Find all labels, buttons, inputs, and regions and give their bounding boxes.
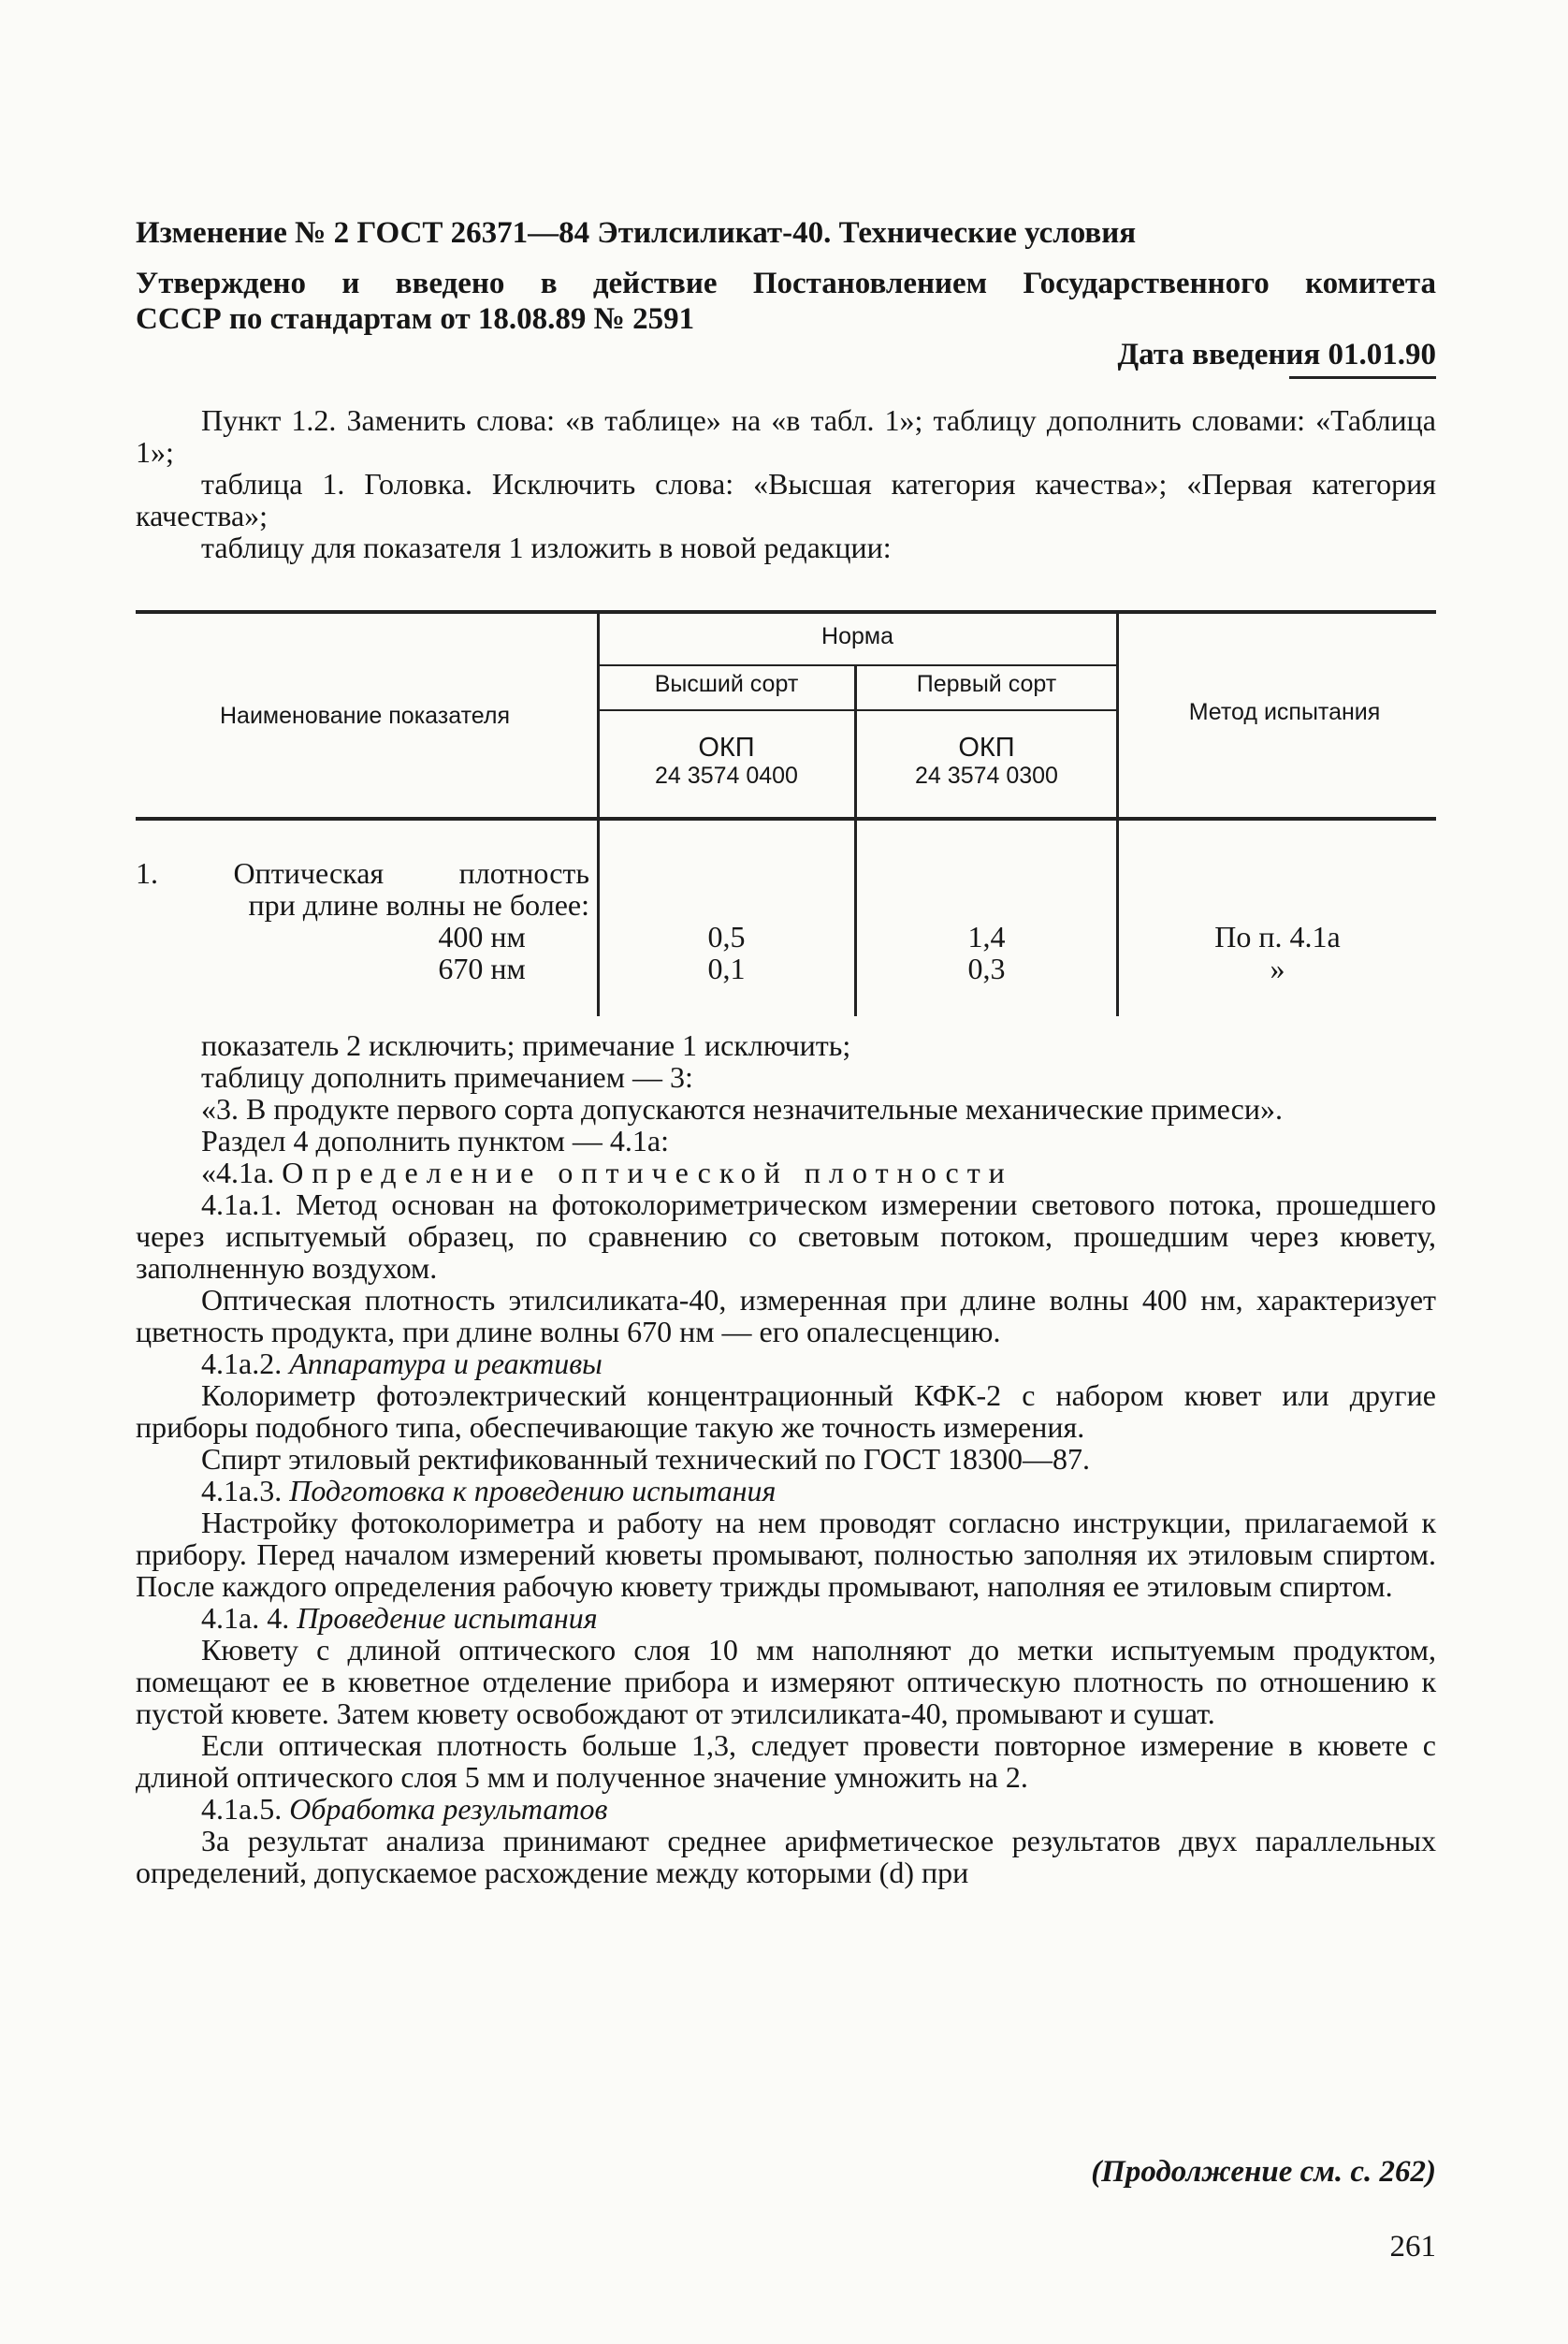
heading-4-1a bbox=[136, 1157, 1436, 1188]
heading-4-1a-5-title: Обработка результатов bbox=[289, 1792, 608, 1826]
heading-4-1a-2-number: 4.1а.2. bbox=[201, 1347, 283, 1380]
table-norm-header: Норма bbox=[821, 623, 893, 649]
approval-line-2: СССР по стандартам от 18.08.89 № 2591 bbox=[136, 302, 695, 336]
paragraph-cuvette: Кювету с длиной оптического слоя 10 мм наполняют до метки испытуемым продуктом, помещают ее в кюветное отделение прибора и измеряют оптическую плотность по отношению к пустой кювете. Затем кювету освобождают от этилсиликата-40, промывают и сушат. bbox=[136, 1633, 1436, 1730]
table-row-name-1: 1. Оптическая плотность bbox=[136, 856, 589, 890]
paragraph-note-3: «3. В продукте первого сорта допускаются незначительные механические примеси». bbox=[201, 1092, 1283, 1126]
paragraph-note-add: таблицу дополнить примечанием — 3: bbox=[201, 1060, 693, 1094]
effective-date bbox=[136, 337, 1436, 372]
heading-4-1a-4 bbox=[136, 1602, 1436, 1634]
heading-4-1a-4-title: Проведение испытания bbox=[297, 1601, 598, 1635]
heading-4-1a-title: Определение оптической плотности bbox=[282, 1156, 1013, 1189]
continuation-note: (Продолжение см. с. 262) bbox=[1091, 2155, 1436, 2189]
table-okp-high bbox=[599, 734, 854, 790]
approval-line-1: Утверждено и введено в действие Постановлением Государственного комитета bbox=[136, 267, 1436, 300]
intro-paragraph-1: Пункт 1.2. Заменить слова: «в таблице» на «в табл. 1»; таблицу дополнить словами: «Таблица 1»; bbox=[136, 403, 1436, 469]
document-title: Изменение № 2 ГОСТ 26371—84 Этилсиликат-40. Технические условия bbox=[136, 216, 1137, 250]
heading-4-1a-5-number: 4.1а.5. bbox=[201, 1792, 283, 1826]
table-top-rule bbox=[136, 610, 1436, 614]
table-norm-rule bbox=[599, 664, 1116, 666]
effective-date-label: Дата введения bbox=[1117, 338, 1321, 371]
paragraph-setup: Настройку фотоколориметра и работу на нем проводят согласно инструкции, прилагаемой к прибору. Перед началом измерений кюветы промывают, полностью заполняя их этиловым спиртом. После каждого определения рабочую кювету трижды промывают, наполняя ее этиловым спиртом. bbox=[136, 1506, 1436, 1603]
table-method-ditto: » bbox=[1270, 952, 1285, 985]
table-high-2: 0,1 bbox=[707, 952, 746, 985]
paragraph-section-4: Раздел 4 дополнить пунктом — 4.1а: bbox=[201, 1124, 669, 1157]
heading-4-1a-2-title: Аппаратура и реактивы bbox=[289, 1347, 603, 1380]
table-okp-first-label: ОКП bbox=[958, 733, 1015, 763]
heading-4-1a-4-number: 4.1а. 4. bbox=[201, 1601, 290, 1635]
table-okp-first bbox=[857, 734, 1116, 790]
paragraph-exclude: показатель 2 исключить; примечание 1 исключить; bbox=[201, 1028, 851, 1062]
intro-section bbox=[136, 404, 1436, 563]
table-row-name-2: при длине волны не более: bbox=[248, 888, 589, 922]
page-number: 261 bbox=[1389, 2230, 1436, 2264]
amendment-body bbox=[136, 1029, 1436, 1888]
intro-paragraph-2: таблица 1. Головка. Исключить слова: «Высшая категория качества»; «Первая категория качества»; bbox=[136, 467, 1436, 532]
table-grade-first: Первый сорт bbox=[916, 671, 1057, 697]
table-grade-rule bbox=[599, 709, 1116, 711]
table-first-1: 1,4 bbox=[967, 920, 1006, 954]
heading-4-1a-3 bbox=[136, 1475, 1436, 1507]
table-high-1: 0,5 bbox=[707, 920, 746, 954]
table-grade-high: Высший сорт bbox=[654, 671, 799, 697]
table-row-wl-1: 400 нм bbox=[438, 920, 526, 954]
paragraph-result: За результат анализа принимают среднее арифметическое результатов двух параллельных определений, допускаемое расхождение между которыми (d) при bbox=[136, 1824, 1436, 1889]
table-okp-first-code: 24 3574 0300 bbox=[915, 763, 1058, 789]
heading-4-1a-5 bbox=[136, 1793, 1436, 1825]
heading-4-1a-2 bbox=[136, 1347, 1436, 1379]
table-okp-high-label: ОКП bbox=[698, 733, 755, 763]
table-method-header: Метод испытания bbox=[1188, 699, 1381, 725]
heading-4-1a-3-title: Подготовка к проведению испытания bbox=[289, 1474, 777, 1507]
effective-date-value: 01.01.90 bbox=[1328, 338, 1436, 371]
paragraph-remeasure: Если оптическая плотность больше 1,3, следует провести повторное измерение в кювете с длиной оптического слоя 5 мм и полученное значение умножить на 2. bbox=[136, 1728, 1436, 1794]
heading-4-1a-3-number: 4.1а.3. bbox=[201, 1474, 283, 1507]
table-row-wl-2: 670 нм bbox=[438, 952, 526, 985]
table-okp-high-code: 24 3574 0400 bbox=[655, 763, 798, 789]
table-col-name: Наименование показателя bbox=[220, 703, 510, 729]
intro-paragraph-3: таблицу для показателя 1 изложить в новой редакции: bbox=[201, 531, 892, 564]
table-first-2: 0,3 bbox=[967, 952, 1006, 985]
table-header-rule bbox=[136, 817, 1436, 821]
heading-4-1a-number: «4.1а. bbox=[201, 1156, 275, 1189]
paragraph-colorimeter: Колориметр фотоэлектрический концентрационный КФК-2 с набором кювет или другие приборы подобного типа, обеспечивающие такую же точность измерения. bbox=[136, 1378, 1436, 1444]
date-underline bbox=[1289, 376, 1436, 379]
table-method-value: По п. 4.1а bbox=[1214, 920, 1341, 954]
paragraph-optical-density: Оптическая плотность этилсиликата-40, измеренная при длине волны 400 нм, характеризует цветность продукта, при длине волны 670 нм — его опалесценцию. bbox=[136, 1283, 1436, 1348]
paragraph-ethanol: Спирт этиловый ректификованный технический по ГОСТ 18300—87. bbox=[201, 1442, 1091, 1476]
paragraph-4-1a-1: 4.1а.1. Метод основан на фотоколориметрическом измерении светового потока, прошедшего через испытуемый образец, по сравнению со световым потоком, прошедшим через кювету, заполненную воздухом. bbox=[136, 1187, 1436, 1285]
